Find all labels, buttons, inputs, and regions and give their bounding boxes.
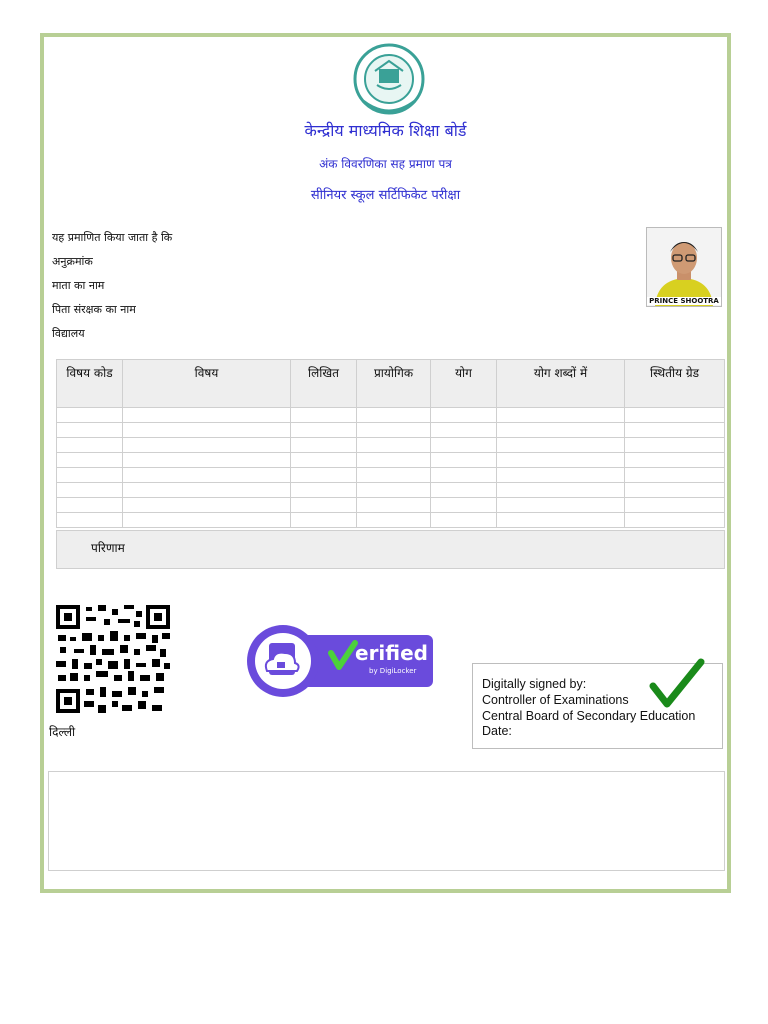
result-row [56,530,725,569]
certificate-frame [40,33,731,893]
qr-code-icon [56,605,170,713]
digilocker-verified-badge [245,623,435,701]
col-written: लिखित [291,360,357,408]
exam-name: सीनियर स्कूल सर्टिफिकेट परीक्षा [310,188,461,203]
father-name-label: पिता संरक्षक का नाम [52,303,136,316]
city-label: दिल्ली [49,725,76,739]
document-type: अंक विवरणिका सह प्रमाण पत्र [319,157,452,171]
remarks-box [48,771,725,871]
signature-line-2: Controller of Examinations [482,693,629,707]
signature-line-1: Digitally signed by: [482,677,587,691]
col-total-in-words: योग शब्दों में [497,360,625,408]
certify-text: यह प्रमाणित किया जाता है कि [52,231,173,244]
mother-name-label: माता का नाम [52,279,105,292]
student-photo [646,227,722,307]
table-row [57,468,725,483]
table-row [57,438,725,453]
signature-line-3: Central Board of Secondary Education [482,709,696,723]
table-row [57,513,725,528]
checkmark-icon [649,658,705,710]
result-label: परिणाम [91,541,125,555]
col-subject-code: विषय कोड [57,360,123,408]
board-name: केन्द्रीय माध्यमिक शिक्षा बोर्ड [304,121,467,140]
table-row [57,483,725,498]
table-row [57,408,725,423]
cbse-logo [349,41,429,121]
table-header-row [57,360,725,408]
col-positional-grade: स्थितीय ग्रेड [625,360,725,408]
signature-date: Date: [482,724,512,738]
table-row [57,453,725,468]
roll-number-label: अनुक्रमांक [52,255,93,268]
col-subject: विषय [123,360,291,408]
col-total: योग [431,360,497,408]
table-row [57,423,725,438]
verified-subtext: by DigiLocker [369,667,417,675]
col-practical: प्रायोगिक [357,360,431,408]
table-row [57,498,725,513]
verified-text: erified [355,641,428,665]
photo-caption: PRINCE SHOOTRA [647,297,721,305]
marks-table [56,359,725,528]
digital-signature-box [472,663,723,749]
person-photo-icon [647,228,721,306]
school-label: विद्यालय [52,327,85,340]
